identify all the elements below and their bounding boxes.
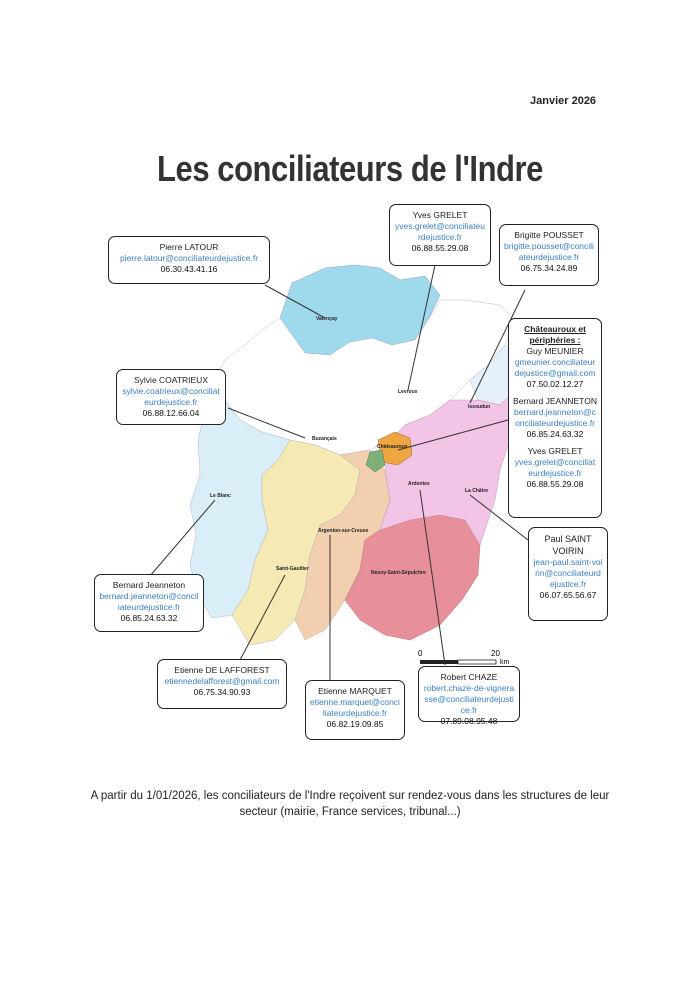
city-saint-gaultier: Saint-Gaultier xyxy=(276,566,309,572)
city-levroux: Levroux xyxy=(398,389,418,395)
email-link[interactable]: jean-paul.saint-voirin@conciliateurdejustice.fr xyxy=(533,557,603,589)
scale-unit: km xyxy=(500,659,510,666)
phone: 07.50.02.12.27 xyxy=(526,379,584,389)
email-link[interactable]: yves.grelet@conciliateurdejustice.fr xyxy=(395,221,485,242)
phone: 07.89.08.95.48 xyxy=(440,716,498,726)
phone: 06.82.19.09.85 xyxy=(326,719,384,729)
email-link[interactable]: bernard.jeanneton@conciliateurdejustice.fr xyxy=(99,591,199,612)
city-valencay: Valençay xyxy=(316,316,338,322)
name: Yves GRELET xyxy=(412,210,468,220)
email-link[interactable]: bernard.jeanneton@conciliateurdejustice.fr xyxy=(514,407,596,428)
document-date: Janvier 2026 xyxy=(530,95,597,107)
email-link[interactable]: sylvie.coatrieux@conciliateurdejustice.fr xyxy=(122,386,220,407)
phone: 06.75.34.24.89 xyxy=(520,263,578,273)
card-coatrieux xyxy=(116,369,226,425)
scale-end: 20 xyxy=(491,649,500,658)
phone: 06.75.34.90.93 xyxy=(193,687,251,697)
phone: 06.85.24.63.32 xyxy=(526,429,584,439)
email-link[interactable]: yves.grelet@conciliateurdejustice.fr xyxy=(514,457,596,478)
card-chaze xyxy=(418,666,520,726)
name: Sylvie COATRIEUX xyxy=(134,375,208,385)
name: Paul SAINT VOIRIN xyxy=(544,534,592,556)
card-saint-voirin xyxy=(528,527,608,621)
name: Etienne MARQUET xyxy=(318,686,392,696)
phone: 06.85.24.63.32 xyxy=(120,613,178,623)
email-link[interactable]: gmeunier.conciliateurdejustice@gmail.com xyxy=(514,357,596,378)
email-link[interactable]: etienne.marquet@conciliateurdejustice.fr xyxy=(310,697,400,718)
card-marquet xyxy=(305,680,405,740)
phone: 06.07.65.56.67 xyxy=(539,590,597,600)
phone: 06.30.43.41.16 xyxy=(160,264,218,274)
phone: 06.88.12.66.04 xyxy=(142,408,200,418)
city-ardentes: Ardentes xyxy=(408,481,430,487)
email-link[interactable]: etiennedelafforest@gmail.com xyxy=(164,676,280,686)
card-pousset xyxy=(499,224,599,286)
email-link[interactable]: robert.chaze-de-vignerasse@conciliateurdejustice.fr xyxy=(423,683,515,715)
scale-bar xyxy=(418,649,510,666)
card-chateauroux xyxy=(508,318,602,518)
city-chateauroux: Châteauroux xyxy=(377,444,408,450)
card-lafforest xyxy=(157,659,287,709)
footer-note: A partir du 1/01/2026, les conciliateurs de l'Indre reçoivent sur rendez-vous dans les structures de leur secteur (mairie, France services, tribunal...) xyxy=(90,790,610,818)
city-buzancais: Buzançais xyxy=(312,436,337,442)
name: Yves GRELET xyxy=(527,446,583,456)
name: Robert CHAZE xyxy=(440,672,498,682)
name: Bernard JEANNETON xyxy=(513,396,597,406)
name: Pierre LATOUR xyxy=(159,242,219,252)
phone: 06.88.55.29.08 xyxy=(411,243,469,253)
city-la-chatre: La Châtre xyxy=(465,488,489,494)
city-argenton: Argenton-sur-Creuse xyxy=(318,528,369,534)
page-title: Les conciliateurs de l'Indre xyxy=(157,148,543,189)
city-issoudun: Issoudun xyxy=(468,404,491,410)
city-neuvy: Neuvy-Saint-Sépulchre xyxy=(371,570,426,576)
map-regions xyxy=(190,265,520,645)
card-grelet xyxy=(389,204,491,266)
card-latour xyxy=(108,236,270,284)
email-link[interactable]: brigitte.pousset@conciliateurdejustice.fr xyxy=(504,241,594,262)
scale-start: 0 xyxy=(418,649,423,658)
chateauroux-heading: Châteauroux et périphéries : xyxy=(524,324,586,345)
name: Brigitte POUSSET xyxy=(514,230,584,240)
phone: 06.88.55.29.08 xyxy=(526,479,584,489)
city-le-blanc: Le Blanc xyxy=(210,493,231,499)
name: Bernard Jeanneton xyxy=(112,580,186,590)
card-jeanneton xyxy=(94,574,204,632)
name: Guy MEUNIER xyxy=(526,346,584,356)
email-link[interactable]: pierre.latour@conciliateurdejustice.fr xyxy=(119,253,259,263)
name: Etienne DE LAFFOREST xyxy=(174,665,270,675)
